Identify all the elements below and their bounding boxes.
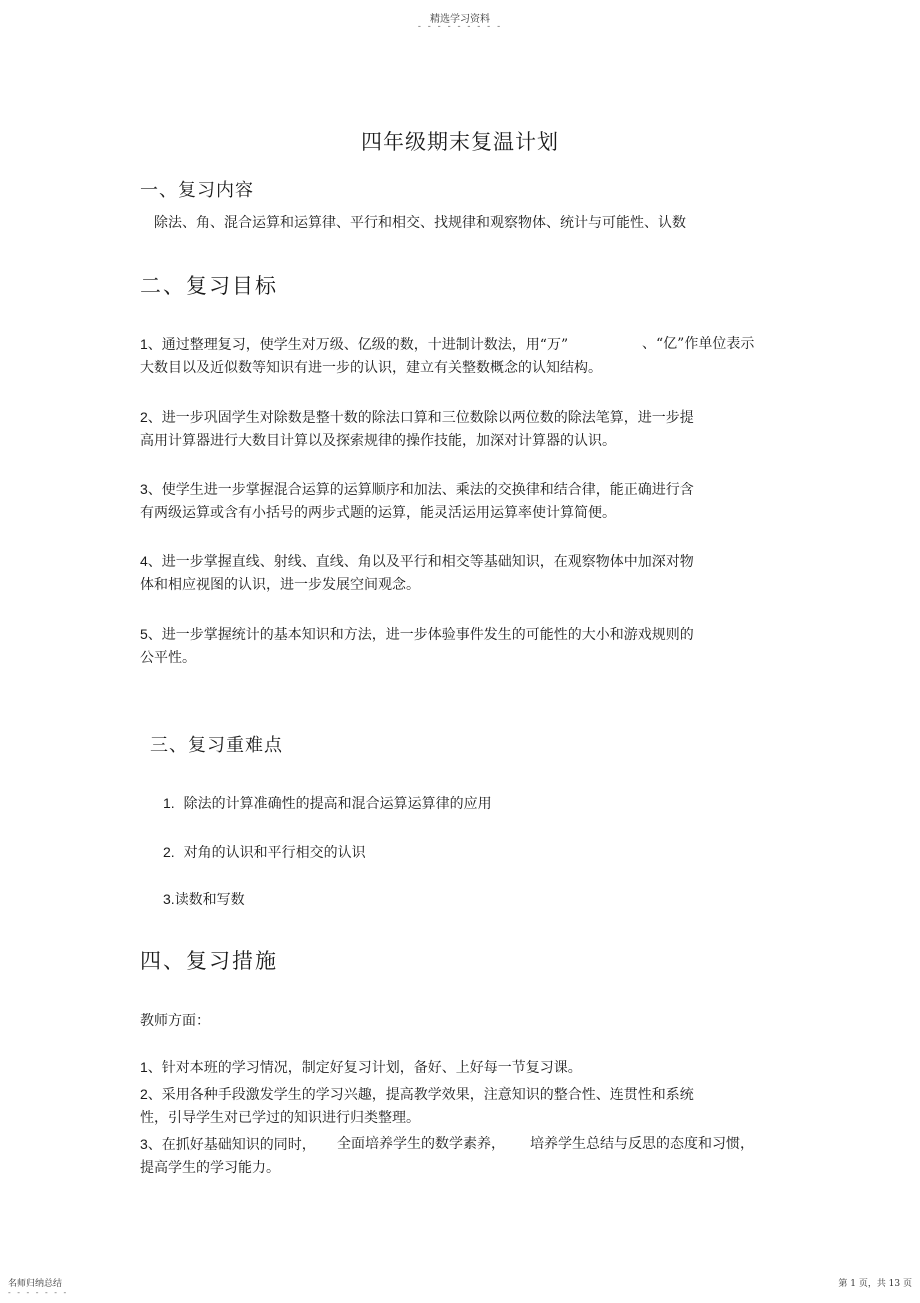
goal-5-number: 5、 [140, 626, 162, 642]
document-title: 四年级期末复温计划 [361, 130, 559, 154]
header-note: 精选学习资料 [430, 14, 490, 25]
goal-3-line1: 3、使学生进一步掌握混合运算的运算顺序和加法、乘法的交换律和结合律，能正确进行含 [140, 481, 694, 498]
goal-1-number: 1、 [140, 336, 162, 352]
section3-heading: 三、复习重难点 [150, 735, 283, 756]
goal-5-line2: 公平性。 [140, 650, 196, 666]
footer-left-dashes: - - - - - - - [8, 1288, 69, 1297]
measure-2-line1: 2、采用各种手段激发学生的学习兴趣，提高教学效果，注意知识的整合性、连贯性和系统 [140, 1086, 694, 1103]
goal-1-text-a: 通过整理复习，使学生对万级、亿级的数，十进制计数法，用“万” [161, 337, 569, 353]
footer-left-note: 名师归纳总结 [8, 1279, 63, 1289]
section1-body: 除法、角、混合运算和运算律、平行和相交、找规律和观察物体、统计与可能性、认数 [154, 215, 686, 231]
goal-4-number: 4、 [140, 553, 162, 569]
key-point-2-number: 2. [163, 844, 175, 860]
goal-1-line1 [140, 332, 568, 357]
goal-1-line2: 大数目以及近似数等知识有进一步的认识，建立有关整数概念的认知结构。 [140, 360, 602, 376]
page-number: 第 1 页，共 13 页 [838, 1279, 912, 1289]
section4-heading: 四、复习措施 [140, 949, 278, 973]
measure-1-number: 1、 [140, 1059, 162, 1075]
goal-1-text-b: 、“亿”作单位表示 [642, 336, 755, 352]
goal-5-line1: 5、进一步掌握统计的基本知识和方法，进一步体验事件发生的可能性的大小和游戏规则的 [140, 626, 694, 643]
key-point-2: 2. 对角的认识和平行相交的认识 [163, 844, 366, 861]
key-point-1-number: 1. [163, 795, 175, 811]
goal-3-line2: 有两级运算或含有小括号的两步式题的运算，能灵活运用运算率使计算简便。 [140, 505, 616, 521]
goal-4-line2: 体和相应视图的认识，进一步发展空间观念。 [140, 577, 420, 593]
section4-subheading: 教师方面： [140, 1013, 210, 1029]
measure-3-text-c: 培养学生总结与反思的态度和习惯， [530, 1136, 754, 1152]
measure-2-number: 2、 [140, 1086, 162, 1102]
header-dashes: - - - - - - - - - [417, 22, 503, 32]
goal-2-line2: 高用计算器进行大数目计算以及探索规律的操作技能，加深对计算器的认识。 [140, 433, 616, 449]
goal-2-line1: 2、进一步巩固学生对除数是整十数的除法口算和三位数除以两位数的除法笔算，进一步提 [140, 409, 694, 426]
goal-3-number: 3、 [140, 481, 162, 497]
section2-heading: 二、复习目标 [140, 274, 278, 298]
key-point-1: 1. 除法的计算准确性的提高和混合运算运算律的应用 [163, 795, 492, 812]
key-point-3-number: 3. [163, 891, 175, 907]
measure-3-line1: 3、在抓好基础知识的同时， [140, 1136, 316, 1153]
goal-2-number: 2、 [140, 409, 162, 425]
section1-heading: 一、复习内容 [140, 180, 254, 201]
measure-1: 1、针对本班的学习情况，制定好复习计划，备好、上好每一节复习课。 [140, 1059, 582, 1076]
key-point-3: 3.读数和写数 [163, 891, 245, 908]
measure-3-text-b: 全面培养学生的数学素养， [337, 1136, 505, 1152]
goal-4-line1: 4、进一步掌握直线、射线、直线、角以及平行和相交等基础知识，在观察物体中加深对物 [140, 553, 694, 570]
measure-3-line2: 提高学生的学习能力。 [140, 1160, 280, 1176]
measure-3-number: 3、 [140, 1136, 162, 1152]
measure-2-line2: 性，引导学生对已学过的知识进行归类整理。 [140, 1110, 420, 1126]
